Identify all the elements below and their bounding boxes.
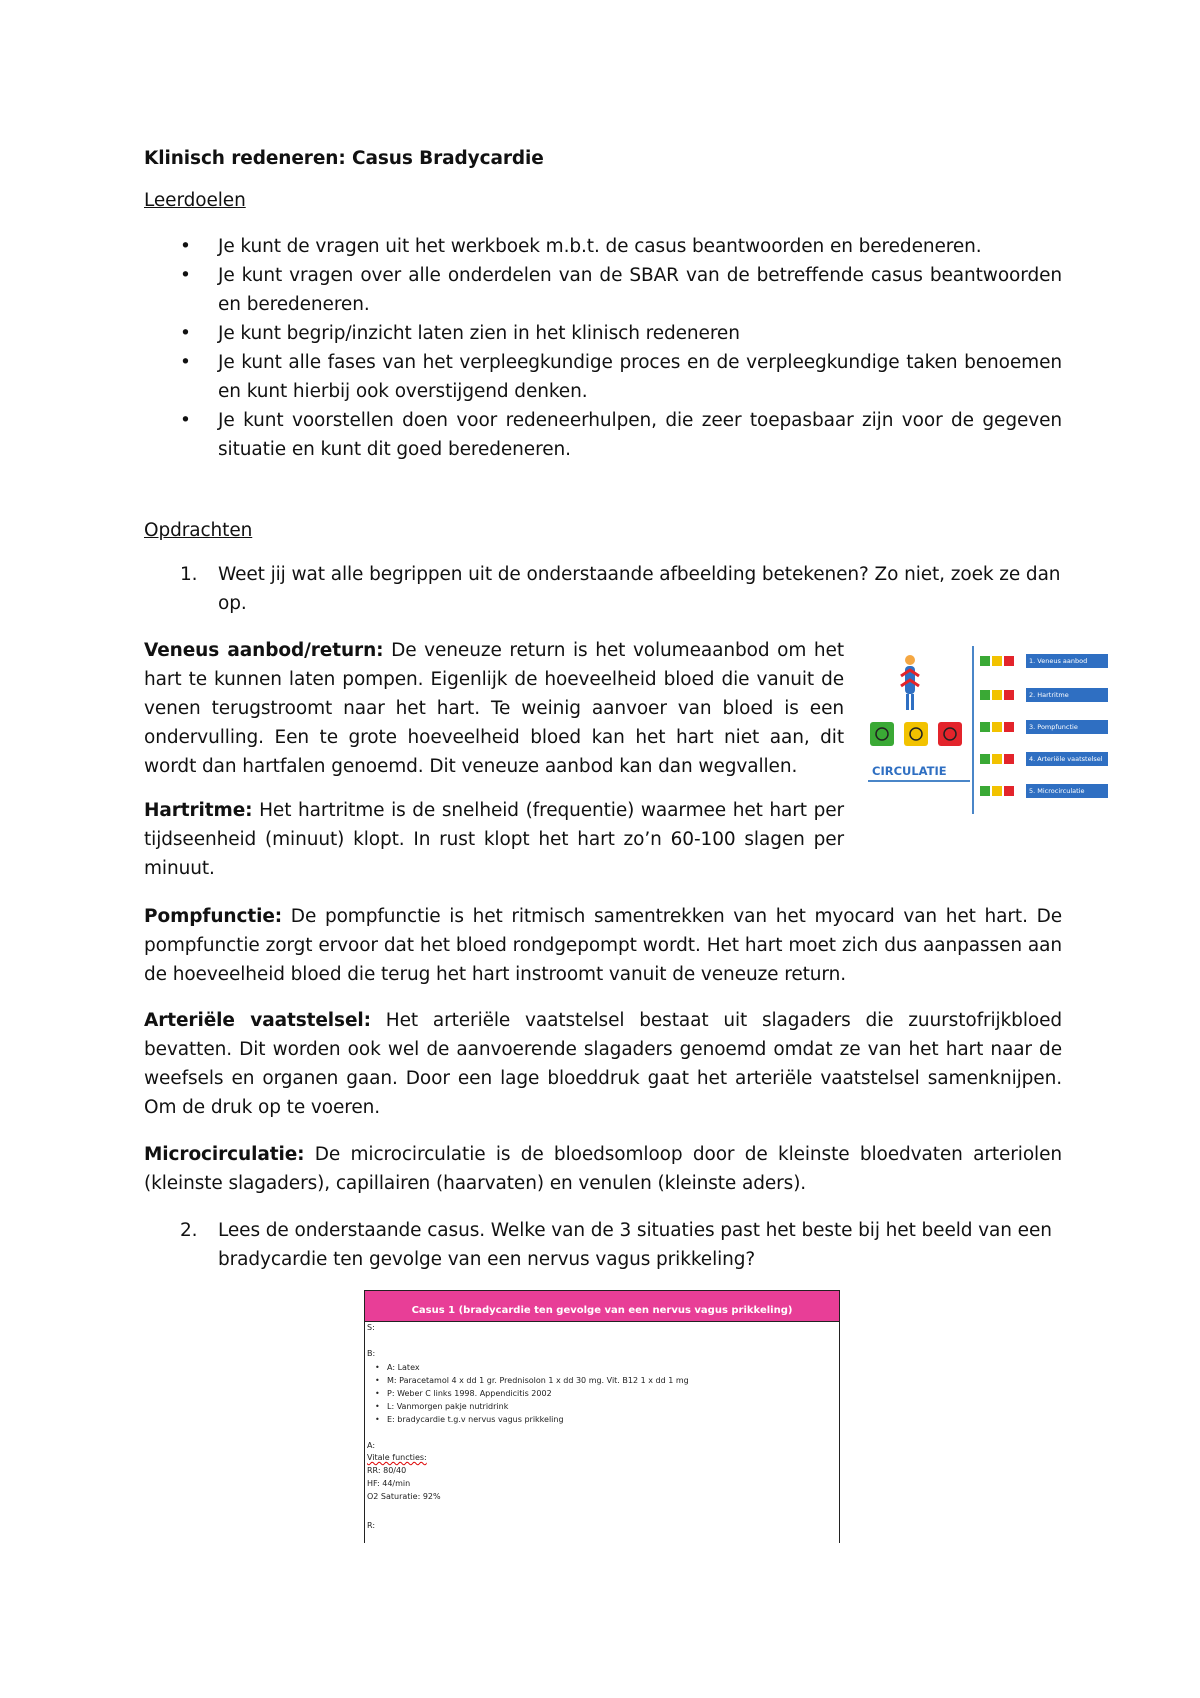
- bullet-icon: •: [180, 410, 191, 431]
- definition-pompfunctie: Pompfunctie: De pompfunctie is het ritmisch samentrekken van het myocard van het hart. De pompfunctie zorgt ervoor dat het bloed rondgepompt wordt. Het hart moet zich dus aanpassen aan de hoeveelheid bloed die terug het hart instroomt vanuit de veneuze return.: [144, 906, 1062, 985]
- red-indicator: [1004, 690, 1014, 700]
- list-item: • Je kunt de vragen uit het werkboek m.b.t. de casus beantwoorden en beredeneren.: [144, 232, 1062, 261]
- sbar-b-label: B:: [367, 1349, 376, 1358]
- definition-microcirculatie: Microcirculatie: De microcirculatie is de bloedsomloop door de kleinste bloedvaten arteriolen (kleinste slagaders), capillairen (haarvaten) en venulen (kleinste aders).: [144, 1144, 1062, 1194]
- figure-item-label: 5. Microcirculatie: [1026, 784, 1108, 798]
- list-item: • Je kunt vragen over alle onderdelen van de SBAR van de betreffende casus beantwoorden en beredeneren.: [144, 261, 1062, 319]
- casus-header: Casus 1 (bradycardie ten gevolge van een nervus vagus prikkeling): [365, 1291, 839, 1322]
- bullet-icon: •: [180, 352, 191, 373]
- sbar-r-label: R:: [367, 1521, 376, 1530]
- green-indicator: [980, 786, 990, 796]
- task-2: [144, 1216, 1062, 1274]
- sbar-s-label: S:: [367, 1323, 375, 1332]
- yellow-indicator: [992, 656, 1002, 666]
- document-title: Klinisch redeneren: Casus Bradycardie: [144, 148, 544, 169]
- red-indicator: [1004, 656, 1014, 666]
- circulatie-illustration: [868, 646, 968, 764]
- red-indicator: [1004, 786, 1014, 796]
- o2-value: O2 Saturatie: 92%: [367, 1492, 441, 1501]
- leerdoelen-list: [144, 232, 1062, 464]
- figure-item-label: 4. Arteriële vaatstelsel: [1026, 752, 1108, 766]
- red-indicator: [1004, 722, 1014, 732]
- casus-list-item: • E: bradycardie t.g.v nervus vagus prikkeling: [387, 1413, 564, 1426]
- figure-item-label: 1. Veneus aanbod: [1026, 654, 1108, 668]
- green-indicator: [980, 656, 990, 666]
- opdrachten-heading: Opdrachten: [144, 520, 253, 541]
- circulatie-caption: CIRCULATIE: [872, 764, 947, 778]
- hr-value: HF: 44/min: [367, 1479, 411, 1488]
- sbar-a-label: A:: [367, 1441, 376, 1450]
- yellow-indicator: [992, 690, 1002, 700]
- status-face-icons: [870, 722, 962, 746]
- leerdoelen-heading: Leerdoelen: [144, 190, 246, 211]
- figure-item-label: 2. Hartritme: [1026, 688, 1108, 702]
- casus-list-item: • L: Vanmorgen pakje nutridrink: [387, 1400, 508, 1413]
- list-item: • Je kunt alle fases van het verpleegkundige proces en de verpleegkundige taken benoemen en kunt hierbij ook overstijgend denken.: [144, 348, 1062, 406]
- figure-item: [980, 688, 1110, 702]
- green-indicator: [980, 690, 990, 700]
- bullet-icon: •: [180, 323, 191, 344]
- yellow-indicator: [992, 786, 1002, 796]
- casus-list-item: • P: Weber C links 1998. Appendicitis 2002: [387, 1387, 552, 1400]
- person-icon: [901, 655, 919, 710]
- task-text: Weet jij wat alle begrippen uit de onderstaande afbeelding betekenen? Zo niet, zoek ze dan op.: [218, 564, 1061, 614]
- task-text: Lees de onderstaande casus. Welke van de 3 situaties past het beste bij het beeld van een bradycardie ten gevolge van een nervus vagus prikkeling?: [218, 1220, 1052, 1270]
- red-indicator: [1004, 754, 1014, 764]
- task-number: 2.: [180, 1220, 198, 1241]
- definition-arterieel: Arteriële vaatstelsel: Het arteriële vaatstelsel bestaat uit slagaders die zuurstofrijkbloed bevatten. Dit worden ook wel de aanvoerende slagaders genoemd omdat ze van het hart naar de weefsels en organen gaan. Door een lage bloeddruk gaat het arteriële vaatstelsel samenknijpen. Om de druk op te voeren.: [144, 1010, 1063, 1118]
- bullet-icon: •: [180, 236, 191, 257]
- casus-table: [364, 1290, 840, 1543]
- casus-list-item: • M: Paracetamol 4 x dd 1 gr. Prednisolon 1 x dd 30 mg. Vit. B12 1 x dd 1 mg: [387, 1374, 689, 1387]
- task-number: 1.: [180, 564, 198, 585]
- definition-veneus: Veneus aanbod/return: De veneuze return is het volumeaanbod om het hart te kunnen laten pompen. Eigenlijk de hoeveelheid bloed die vanuit de venen terugstroomt naar het hart. Te weinig aanvoer van bloed is een ondervulling. Een te grote hoeveelheid bloed kan het hart niet aan, dit wordt dan hartfalen genoemd. Dit veneuze aanbod kan dan wegvallen.: [144, 640, 844, 777]
- list-item: • Je kunt begrip/inzicht laten zien in het klinisch redeneren: [144, 319, 1062, 348]
- bullet-icon: •: [180, 265, 191, 286]
- vitale-functies-label: Vitale functies:: [367, 1453, 427, 1462]
- figure-item: [980, 720, 1110, 734]
- task-1: [144, 560, 1062, 618]
- figure-divider: [972, 646, 974, 814]
- green-indicator: [980, 754, 990, 764]
- yellow-indicator: [992, 754, 1002, 764]
- figure-item: [980, 784, 1110, 798]
- figure-item-label: 3. Pompfunctie: [1026, 720, 1108, 734]
- figure-item: [980, 752, 1110, 766]
- rr-value: RR: 80/40: [367, 1466, 407, 1475]
- casus-list-item: • A: Latex: [387, 1361, 420, 1374]
- circulatie-figure: [868, 646, 1108, 818]
- caption-divider: [868, 780, 970, 782]
- yellow-indicator: [992, 722, 1002, 732]
- figure-item: [980, 654, 1110, 668]
- green-indicator: [980, 722, 990, 732]
- definition-hartritme: Hartritme: Het hartritme is de snelheid (frequentie) waarmee het hart per tijdseenheid (minuut) klopt. In rust klopt het hart zo’n 60-100 slagen per minuut.: [144, 800, 844, 879]
- list-item: • Je kunt voorstellen doen voor redeneerhulpen, die zeer toepasbaar zijn voor de gegeven situatie en kunt dit goed beredeneren.: [144, 406, 1062, 464]
